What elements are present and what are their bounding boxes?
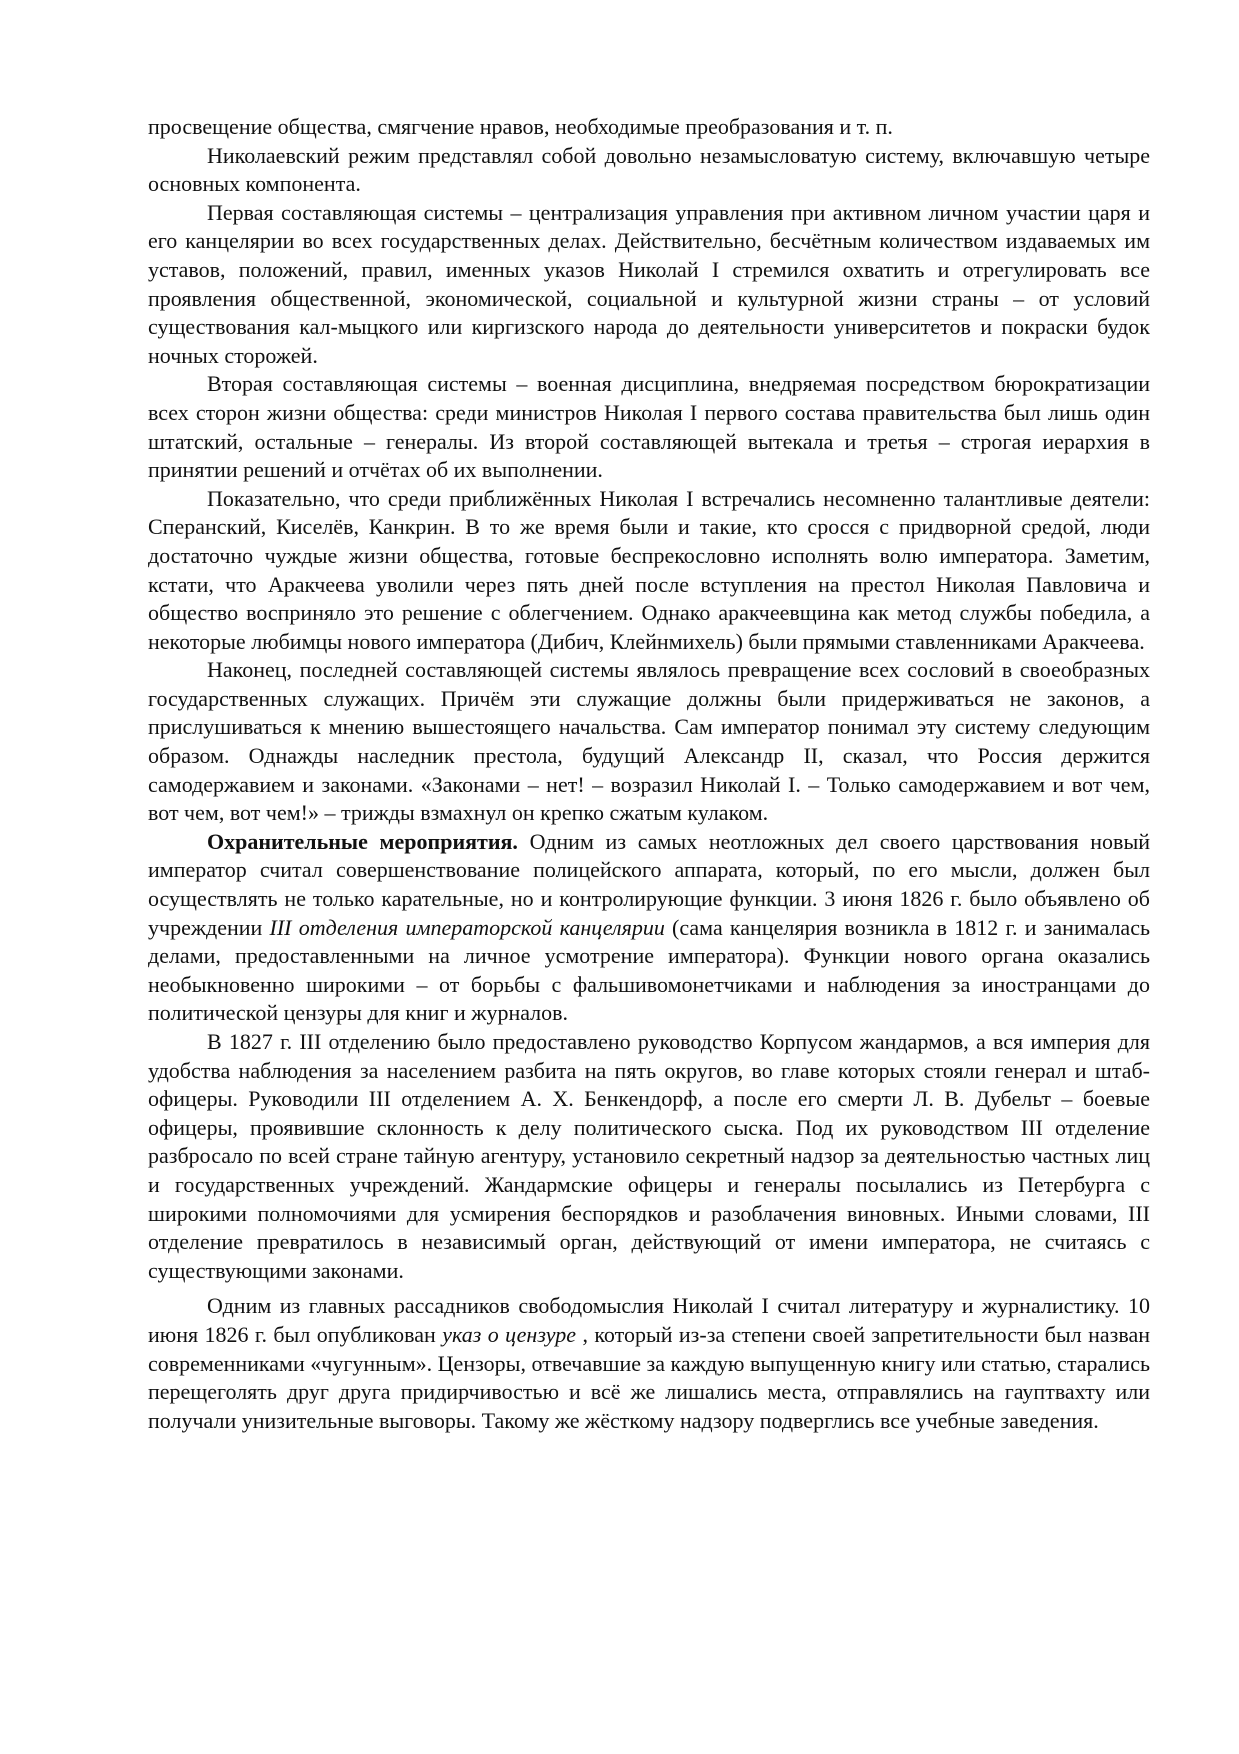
emphasis-censorship-decree: указ о цензуре bbox=[442, 1321, 577, 1347]
text-run: Одним из главных рассадников свободомыслия Николай I считал литературу и журналистику. 10 июня 1826 г. был опубликован bbox=[148, 1293, 1150, 1347]
paragraph-associates: Показательно, что среди приближённых Николая I встречались несомненно талантливые деятели: Сперанский, Киселёв, Канкрин. В то же время были и такие, кто сросся с придворной средой, люди достаточно чуждые жизни общества, готовые беспрекословно исполнять волю императора. Заметим, кстати, что Аракчеева уволили через пять дней после вступления на престол Николая Павловича и общество восприняло это решение с облегчением. Однако аракчеевщина как метод службы победила, а некоторые любимцы нового императора (Дибич, Клейнмихель) были прямыми ставленниками Аракчеева. bbox=[148, 485, 1150, 654]
paragraph-first-component: Первая составляющая системы – централизация управления при активном личном участии царя и его канцелярии во всех государственных делах. Действительно, бесчётным количеством издаваемых им уставов, положений, правил, именных указов Николай I стремился охватить и отрегулировать все проявления общественной, экономической, социальной и культурной жизни страны – от условий существования кал-мыцкого или киргизского народа до деятельности университетов и покраски будок ночных сторожей. bbox=[148, 199, 1150, 368]
paragraph-protective-measures bbox=[148, 828, 1150, 1028]
paragraph-censorship bbox=[148, 1292, 1150, 1435]
paragraph-last-component: Наконец, последней составляющей системы являлось превращение всех сословий в своеобразных государственных служащих. Причём эти служащие должны были придерживаться не законов, а прислушиваться к мнению вышестоящего начальства. Сам император понимал эту систему следующим образом. Однажды наследник престола, будущий Александр II, сказал, что Россия держится самодержавием и законами. «Законами – нет! – возразил Николай I. – Только самодержавием и вот чем, вот чем, вот чем!» – трижды взмахнул он крепко сжатым кулаком. bbox=[148, 657, 1150, 826]
text-run: Одним из самых неотложных дел своего царствования новый император считал совершенствование полицейского аппарата, который, по его мысли, должен был осуществлять не только карательные, но и контролирующие функции. 3 июня 1826 г. было объявлено об учреждении bbox=[148, 828, 1150, 940]
paragraph-gendarmes: В 1827 г. III отделению было предоставлено руководство Корпусом жандармов, а вся империя для удобства наблюдения за населением разбита на пять округов, во главе которых стояли генерал и штаб-офицеры. Руководили III отделением А. Х. Бенкендорф, а после его смерти Л. В. Дубельт – боевые офицеры, проявившие склонность к делу политического сыска. Под их руководством III отделение разбросало по всей стране тайную агентуру, установило секретный надзор за деятельностью частных лиц и государственных учреждений. Жандармские офицеры и генералы посылались из Петербурга с широкими полномочиями для усмирения беспорядков и разоблачения виновных. Иными словами, III отделение превратилось в независимый орган, действующий от имени императора, не считаясь с существующими законами. bbox=[148, 1029, 1150, 1283]
paragraph-second-component: Вторая составляющая системы – военная дисциплина, внедряемая посредством бюрократизации всех сторон жизни общества: среди министров Николая I первого состава правительства был лишь один штатский, остальные – генералы. Из второй составляющей вытекала и третья – строгая иерархия в принятии решений и отчётах об их выполнении. bbox=[148, 371, 1150, 483]
text-run: (сама канцелярия возникла в 1812 г. и занималась делами, предоставленными на личное усмотрение императора). Функции нового органа оказались необыкновенно широкими – от борьбы с фальшивомонетчиками и наблюдения за иностранцами до политической цензуры для книг и журналов. bbox=[148, 914, 1150, 1026]
paragraph-regime-intro: Николаевский режим представлял собой довольно незамысловатую систему, включавшую четыре основных компонента. bbox=[148, 142, 1150, 197]
paragraph-continuation: просвещение общества, смягчение нравов, необходимые преобразования и т. п. bbox=[148, 114, 893, 139]
text-run: , который из-за степени своей запретительности был назван современниками «чугунным». Цензоры, отвечавшие за каждую выпущенную книгу или статью, старались перещеголять друг друга придирчивостью и всё же лишались места, отправлялись на гауптвахту или получали унизительные выговоры. Такому же жёсткому надзору подверглись все учебные заведения. bbox=[148, 1321, 1150, 1433]
emphasis-third-section: III отделения императорской канцелярии bbox=[269, 914, 665, 940]
section-heading: Охранительные мероприятия. bbox=[207, 828, 518, 854]
